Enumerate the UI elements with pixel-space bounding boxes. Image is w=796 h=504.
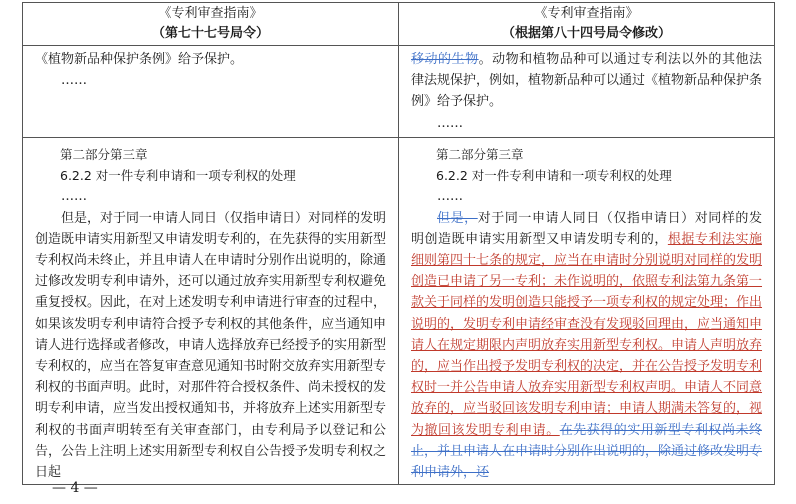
right-chapter-heading: 第二部分第三章 (436, 147, 524, 162)
right-row1-paragraph (411, 49, 762, 113)
right-row2-body (411, 208, 762, 484)
right-cell-row-2 (399, 138, 775, 485)
right-header-title: 《专利审查指南》 (534, 6, 639, 21)
right-row1-text: 。动物和植物品种可以通过专利法以外的其他法律法规保护，例如，植物新品种可以通过《植物新品种保护条例》给予保护。 (411, 52, 763, 110)
content-row-2 (23, 138, 775, 485)
left-section-heading: 6.2.2 对一件专利申请和一项专利权的处理 (60, 168, 296, 184)
right-row2-text: 对于同一申请人同日（仅指申请日）对同样的发明创造既申请实用新型又申请发明专利的， (411, 210, 762, 247)
left-row2-ellipsis: …… (61, 189, 87, 205)
left-row1-text: 《植物新品种保护条例》给予保护。 (35, 52, 244, 67)
deleted-text: 但是， (437, 210, 478, 226)
left-cell-row-2 (23, 138, 399, 485)
header-row (23, 3, 775, 46)
inserted-text: 根据专利法实施细则第四十七条的规定，应当在申请时分别说明对同样的发明创造已申请了另一专利；未作说明的，依照专利法第九条第一款关于同样的发明创造只能授予一项专利权的规定处理；作出说明的，发明专利申请经审查没有发现驳回理由，应当通知申请人在规定期限内声明放弃实用新型专利权。申请人声明放弃的，应当作出授予发明专利权的决定，并在公告授予发明专利权时一并公告申请人放弃实用新型专利权声明。申请人不同意放弃的，应当驳回该发明专利申请；申请人期满未答复的，视为撤回该发明专利申请。 (411, 231, 763, 438)
left-chapter-heading: 第二部分第三章 (60, 147, 148, 162)
left-cell-row-1 (23, 46, 399, 138)
left-header-subtitle: （第七十七号局令） (151, 26, 269, 41)
comparison-table (22, 2, 775, 485)
content-row-1 (23, 46, 775, 138)
right-header-subtitle: （根据第八十四号局令修改） (501, 26, 671, 41)
right-row1-ellipsis: …… (437, 115, 463, 131)
right-column-header (399, 3, 775, 46)
right-row2-ellipsis: …… (437, 189, 463, 205)
right-cell-row-1 (399, 46, 775, 138)
left-row2-body: 但是，对于同一申请人同日（仅指申请日）对同样的发明创造既申请实用新型又申请发明专利的，在先获得的实用新型专利权尚未终止，并且申请人在申请时分别作出说明的，除通过修改发明专利申请外，还可以通过放弃实用新型专利权避免重复授权。因此，在对上述发明专利申请进行审查的过程中，如果该发明专利申请符合授予专利权的其他条件，应当通知申请人进行选择或者修改，申请人选择放弃已经授予的实用新型专利权的，应当在答复审查意见通知书时附交放弃实用新型专利权的书面声明。此时，对那件符合授权条件、尚未授权的发明专利申请，应当发出授权通知书，并将放弃上述实用新型专利权的书面声明转至有关审查部门，由专利局予以登记和公告，公告上注明上述实用新型专利权自公告授予发明专利权之日起 (35, 210, 387, 481)
left-column-header (23, 3, 399, 46)
right-section-heading: 6.2.2 对一件专利申请和一项专利权的处理 (436, 168, 672, 184)
deleted-text: 在先获得的实用新型专利权尚未终止，并且申请人在申请时分别作出说明的，除通过修改发明专利申请外，还 (411, 422, 763, 481)
deleted-text: 移动的生物 (411, 52, 479, 67)
left-header-title: 《专利审查指南》 (158, 6, 263, 21)
left-row1-ellipsis: …… (61, 73, 87, 89)
page-number: — 4 — (52, 480, 98, 496)
